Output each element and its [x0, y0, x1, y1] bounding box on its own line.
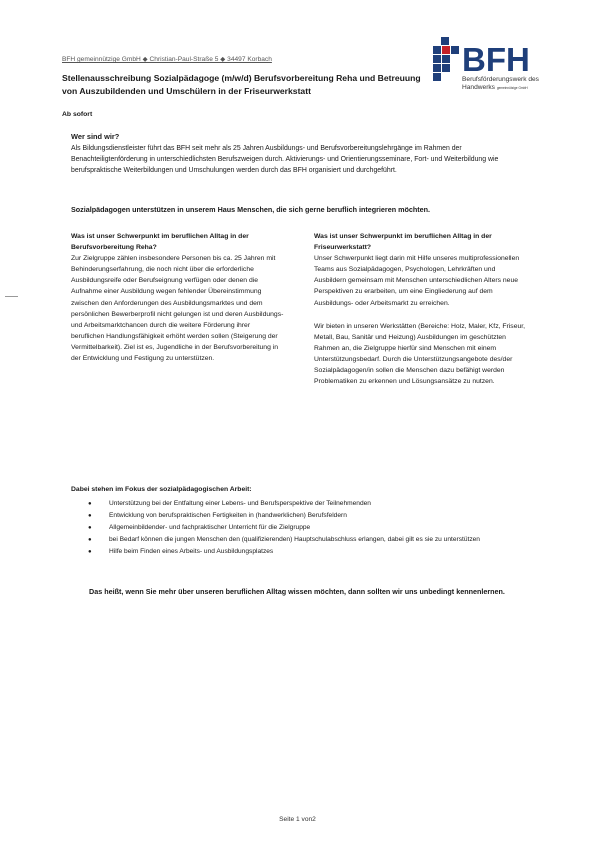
start-date: Ab sofort — [62, 111, 93, 118]
logo-line-2: Handwerks gemeinnützige GmbH — [462, 84, 528, 91]
logo-squares-icon — [433, 37, 459, 81]
bfh-logo — [433, 37, 553, 93]
page-number: Seite 1 von2 — [279, 816, 316, 823]
closing-text: Das heißt, wenn Sie mehr über unseren beruflichen Alltag wissen möchten, dann sollten wir uns unbedingt kennenlernen. — [89, 587, 505, 596]
list-item: ● Entwicklung von berufspraktischen Fertigkeiten in (handwerklichen) Berufsfeldern — [71, 510, 531, 522]
right-column-heading: Was ist unser Schwerpunkt im beruflichen Alltag in der Friseurwerkstatt? — [314, 233, 492, 252]
left-column — [71, 231, 285, 364]
logo-line-1: Berufsförderungswerk des — [462, 76, 539, 83]
list-item: ● bei Bedarf können die jungen Menschen den (qualifizierenden) Hauptschulabschluss erlangen, dabei gilt es sie zu unterstützen — [71, 534, 531, 546]
list-item: ● Hilfe beim Finden eines Arbeits- und Ausbildungsplatzes — [71, 546, 531, 558]
margin-mark — [5, 296, 18, 297]
bullet-icon: ● — [88, 549, 92, 555]
logo-wordmark: BFH — [462, 41, 530, 78]
list-item: ● Allgemeinbildender- und fachpraktischer Unterricht für die Zielgruppe — [71, 522, 531, 534]
right-column-text-2: Wir bieten in unseren Werkstätten (Bereiche: Holz, Maler, Kfz, Friseur, Metall, Bau, Sanitär und Heizung) Ausbildungen im geschützten Rahmen an, die Zielgruppe hierfür sind Menschen mit einem Unterstützungsbedarf. Durch die Unterstützungsangebote des/der Sozialpädagogen/in sollen die Menschen dazu befähigt werden Problematiken zu erkennen und Lösungsansätze zu nutzen. — [314, 322, 526, 386]
bullet-icon: ● — [88, 525, 92, 531]
bullet-icon: ● — [88, 537, 92, 543]
left-column-heading: Was ist unser Schwerpunkt im beruflichen Alltag in der Berufsvorbereitung Reha? — [71, 233, 249, 252]
bullet-icon: ● — [88, 501, 92, 507]
left-column-text: Zur Zielgruppe zählen insbesondere Personen bis ca. 25 Jahren mit Behinderungserfahrung, die noch nicht über die erforderliche Ausbildungsreife oder Berufseignung verfügen oder denen die Aufnahme einer Ausbildung wegen fehlender Übereinstimmung zwischen den Anforderungen des Ausbildungsmarktes und dem persönlichen Bewerberprofil nicht gelungen ist und deren Ausbildungs- und Arbeitsmarktchancen durch die weitere Förderung ihrer beruflichen Handlungsfähigkeit erhöht werden sollen (Steigerung der Vermittelbarkeit). Ziel ist es, Jugendliche in der Berufsvorbereitung in der Entwicklung und Festigung zu unterstützen. — [71, 255, 284, 363]
who-text: Als Bildungsdienstleister führt das BFH seit mehr als 25 Jahren Ausbildungs- und Berufsvorbereitungslehrgänge im Rahmen der Benachteiligtenförderung in unterschiedlichsten Berufszweigen durch. Aktivierungs- und Orientierungsseminare, Fort- und Weiterbildung wie berufspraktische Weiterbildungen und Umschulungen werden durch das BFH organisiert und durchgeführt. — [71, 145, 499, 175]
lead-sentence: Sozialpädagogen unterstützen in unserem Haus Menschen, die sich gerne beruflich integrieren möchten. — [71, 205, 431, 214]
list-item: ● Unterstützung bei der Entfaltung einer Lebens- und Berufsperspektive der Teilnehmenden — [71, 498, 531, 510]
focus-list — [71, 498, 531, 558]
page-title: Stellenausschreibung Sozialpädagoge (m/w/d) Berufsvorbereitung Reha und Betreuung von Auszubildenden und Umschülern in der Friseurwerkstatt — [62, 73, 421, 96]
right-column-text-1: Unser Schwerpunkt liegt darin mit Hilfe unseres multiprofessionellen Teams aus Sozialpädagogen, Psychologen, Lehrkräften und Ausbildern gemeinsam mit Menschen unterschiedlichen Alters neue Perspektiven zu erarbeiten, um eine Eingliederung auf dem Ausbildungs- oder Arbeitsmarkt zu erreichen. — [314, 255, 520, 307]
sender-address: BFH gemeinnützige GmbH ◆ Christian-Paul-Straße 5 ◆ 34497 Korbach — [62, 56, 272, 63]
right-column — [314, 231, 528, 387]
focus-heading: Dabei stehen im Fokus der sozialpädagogischen Arbeit: — [71, 486, 252, 493]
who-heading: Wer sind wir? — [71, 132, 120, 141]
bullet-icon: ● — [88, 513, 92, 519]
